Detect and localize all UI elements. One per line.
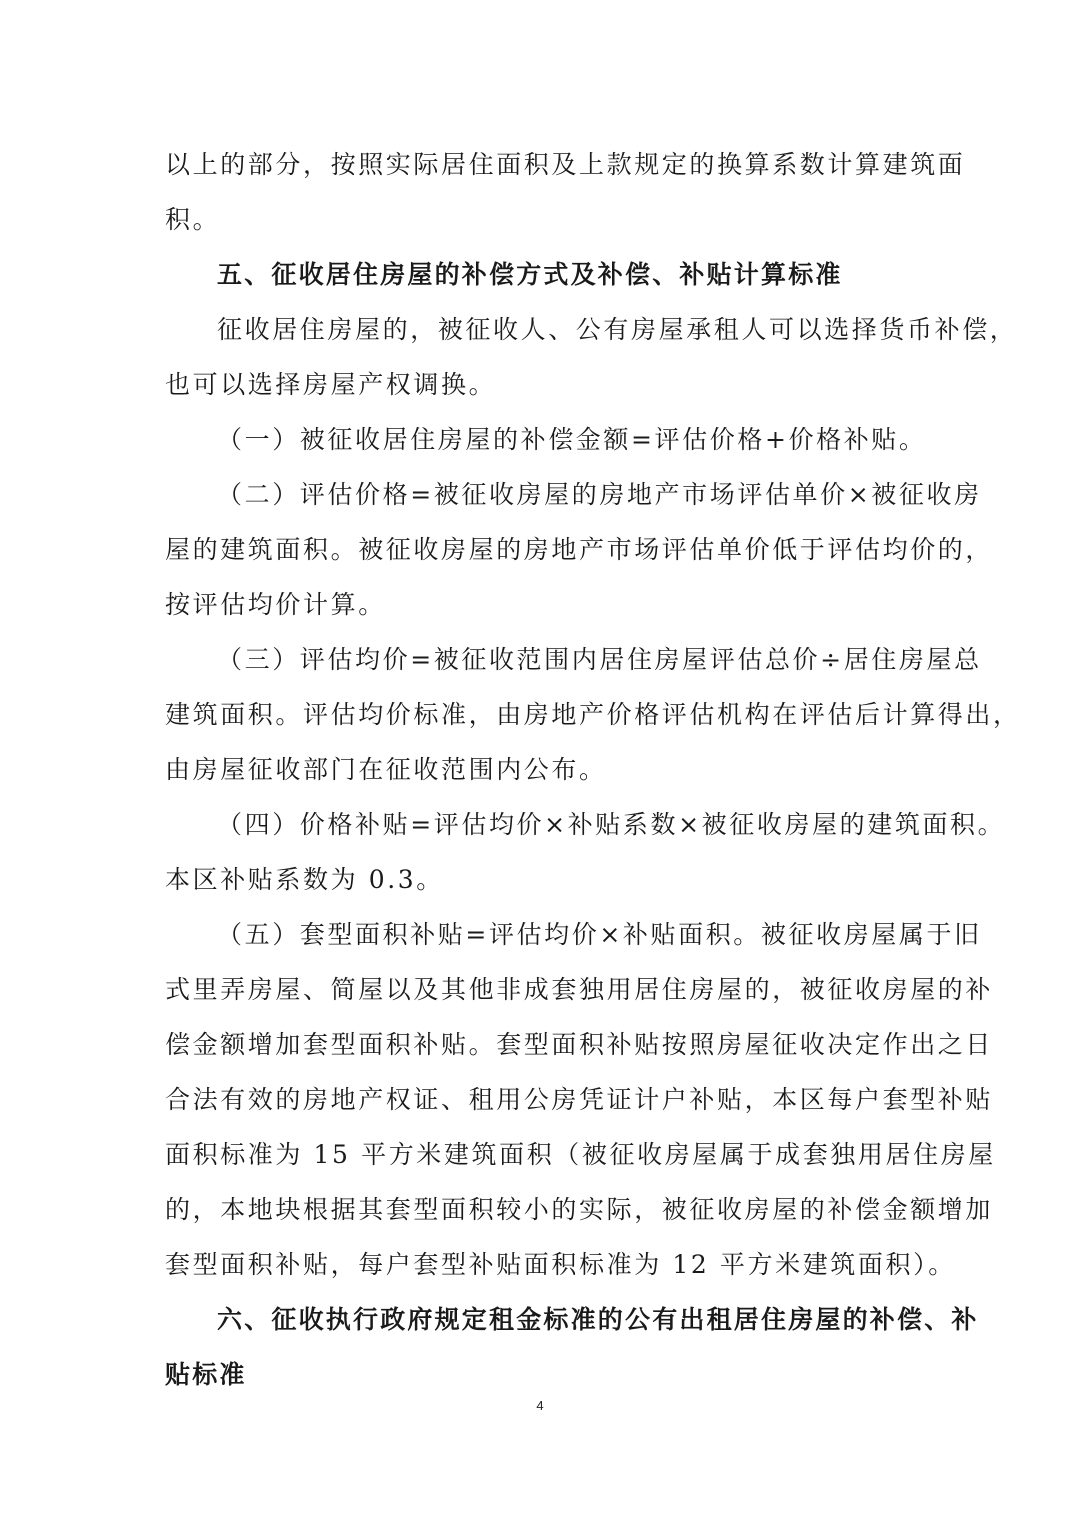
body-text-line: 合法有效的房地产权证、租用公房凭证计户补贴，本区每户套型补贴: [165, 1085, 994, 1114]
section-heading-6-continued: 贴标准: [165, 1360, 247, 1389]
body-text-line: 积。: [165, 205, 221, 234]
clause-5: （五）套型面积补贴=评估均价×补贴面积。被征收房屋属于旧: [217, 920, 982, 949]
body-text-line: 征收居住房屋的，被征收人、公有房屋承租人可以选择货币补偿，: [217, 315, 1018, 344]
body-text-line: 以上的部分，按照实际居住面积及上款规定的换算系数计算建筑面: [165, 150, 966, 179]
body-text-line: 屋的建筑面积。被征收房屋的房地产市场评估单价低于评估均价的，: [165, 535, 994, 564]
clause-1: （一）被征收居住房屋的补偿金额=评估价格+价格补贴。: [217, 425, 927, 454]
body-text-line: 面积标准为 15 平方米建筑面积（被征收房屋属于成套独用居住房屋: [165, 1140, 996, 1169]
body-text-line: 由房屋征收部门在征收范围内公布。: [165, 755, 607, 784]
clause-3: （三）评估均价=被征收范围内居住房屋评估总价÷居住房屋总: [217, 645, 982, 674]
body-text-line: 的，本地块根据其套型面积较小的实际，被征收房屋的补偿金额增加: [165, 1195, 994, 1224]
body-text-line: 套型面积补贴，每户套型补贴面积标准为 12 平方米建筑面积）。: [165, 1250, 956, 1279]
section-heading-5: 五、征收居住房屋的补偿方式及补偿、补贴计算标准: [217, 260, 843, 289]
body-text-line: 式里弄房屋、简屋以及其他非成套独用居住房屋的，被征收房屋的补: [165, 975, 994, 1004]
clause-4: （四）价格补贴=评估均价×补贴系数×被征收房屋的建筑面积。: [217, 810, 1006, 839]
body-text-line: 也可以选择房屋产权调换。: [165, 370, 497, 399]
clause-2: （二）评估价格=被征收房屋的房地产市场评估单价×被征收房: [217, 480, 982, 509]
body-text-line: 本区补贴系数为 0.3。: [165, 865, 444, 894]
body-text-line: 建筑面积。评估均价标准，由房地产价格评估机构在评估后计算得出，: [165, 700, 1021, 729]
body-text-line: 偿金额增加套型面积补贴。套型面积补贴按照房屋征收决定作出之日: [165, 1030, 994, 1059]
body-text-line: 按评估均价计算。: [165, 590, 386, 619]
page-number: 4: [536, 1398, 544, 1413]
section-heading-6: 六、征收执行政府规定租金标准的公有出租居住房屋的补偿、补: [217, 1305, 979, 1334]
